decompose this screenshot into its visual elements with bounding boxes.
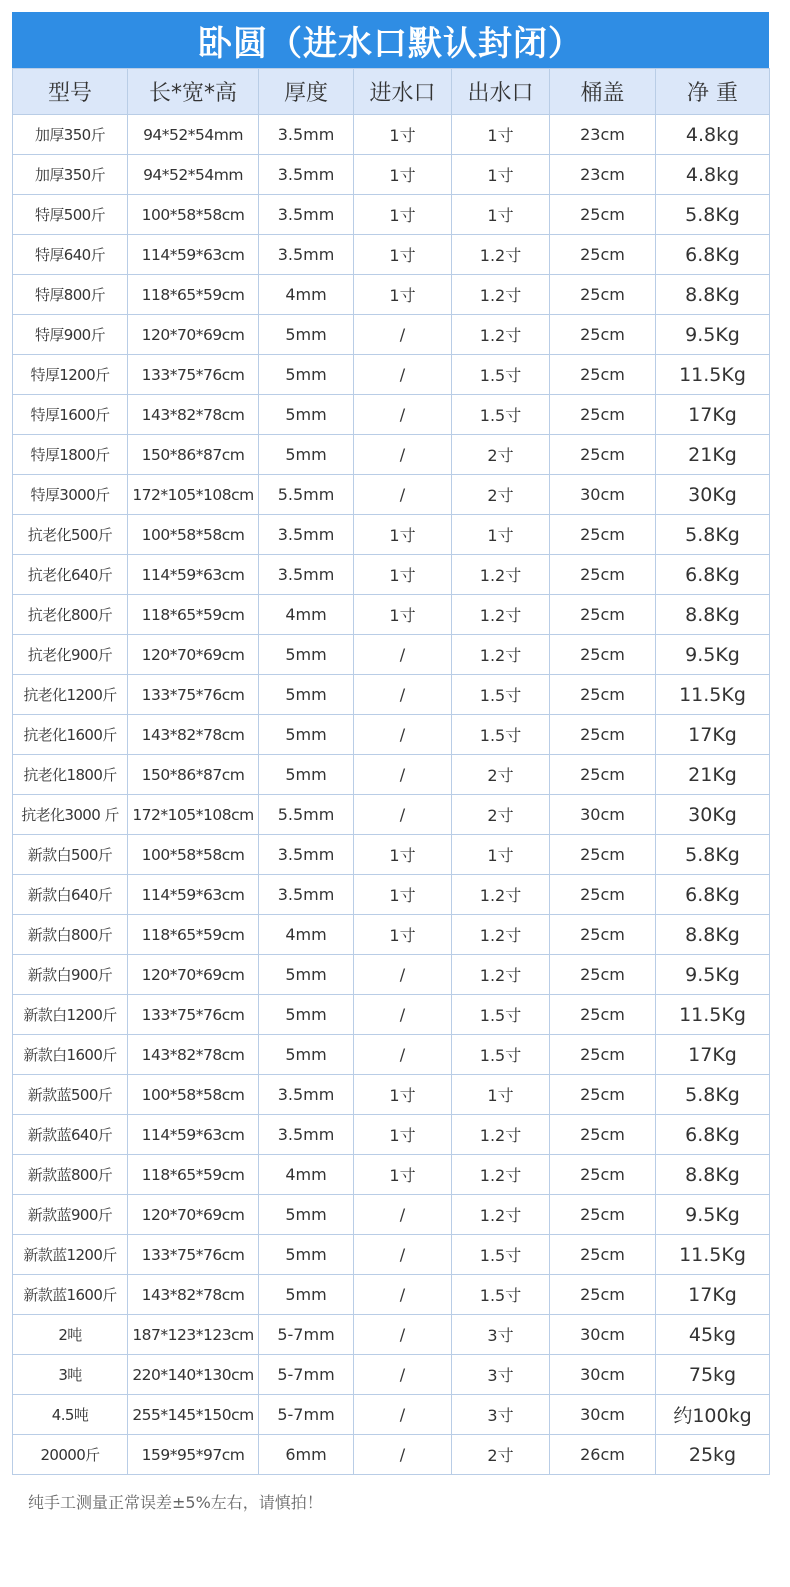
- cell-outlet: 1.5寸: [452, 1035, 550, 1075]
- cell-lid: 25cm: [550, 955, 656, 995]
- cell-model: 抗老化1600斤: [13, 715, 128, 755]
- cell-inlet: 1寸: [354, 155, 452, 195]
- cell-model: 2吨: [13, 1315, 128, 1355]
- cell-outlet: 1.2寸: [452, 1115, 550, 1155]
- cell-dimensions: 118*65*59cm: [128, 915, 259, 955]
- cell-inlet: /: [354, 395, 452, 435]
- cell-model: 特厚1800斤: [13, 435, 128, 475]
- cell-model: 特厚800斤: [13, 275, 128, 315]
- cell-model: 新款白900斤: [13, 955, 128, 995]
- cell-model: 3吨: [13, 1355, 128, 1395]
- cell-outlet: 1寸: [452, 835, 550, 875]
- cell-inlet: /: [354, 955, 452, 995]
- cell-dimensions: 150*86*87cm: [128, 435, 259, 475]
- cell-inlet: 1寸: [354, 515, 452, 555]
- cell-model: 特厚1600斤: [13, 395, 128, 435]
- cell-net-weight: 17Kg: [656, 715, 770, 755]
- cell-dimensions: 118*65*59cm: [128, 595, 259, 635]
- table-row: [13, 315, 770, 355]
- table-row: [13, 995, 770, 1035]
- cell-inlet: 1寸: [354, 555, 452, 595]
- cell-model: 特厚3000斤: [13, 475, 128, 515]
- cell-thickness: 5-7mm: [259, 1395, 354, 1435]
- cell-outlet: 1.2寸: [452, 915, 550, 955]
- cell-net-weight: 45kg: [656, 1315, 770, 1355]
- cell-dimensions: 133*75*76cm: [128, 1235, 259, 1275]
- cell-lid: 25cm: [550, 635, 656, 675]
- table-body: [13, 115, 770, 1475]
- cell-net-weight: 5.8Kg: [656, 1075, 770, 1115]
- cell-net-weight: 11.5Kg: [656, 355, 770, 395]
- cell-thickness: 5mm: [259, 1035, 354, 1075]
- cell-lid: 25cm: [550, 915, 656, 955]
- table-row: [13, 1395, 770, 1435]
- cell-net-weight: 4.8kg: [656, 115, 770, 155]
- cell-dimensions: 172*105*108cm: [128, 795, 259, 835]
- cell-lid: 25cm: [550, 275, 656, 315]
- table-row: [13, 515, 770, 555]
- cell-dimensions: 133*75*76cm: [128, 675, 259, 715]
- cell-dimensions: 133*75*76cm: [128, 995, 259, 1035]
- cell-lid: 25cm: [550, 555, 656, 595]
- header-dimensions: 长*宽*高: [128, 69, 259, 115]
- cell-inlet: 1寸: [354, 595, 452, 635]
- cell-outlet: 2寸: [452, 1435, 550, 1475]
- cell-net-weight: 21Kg: [656, 755, 770, 795]
- cell-model: 新款蓝640斤: [13, 1115, 128, 1155]
- cell-outlet: 1.5寸: [452, 1275, 550, 1315]
- cell-inlet: /: [354, 435, 452, 475]
- cell-model: 抗老化1800斤: [13, 755, 128, 795]
- cell-dimensions: 172*105*108cm: [128, 475, 259, 515]
- cell-thickness: 5mm: [259, 315, 354, 355]
- cell-net-weight: 9.5Kg: [656, 1195, 770, 1235]
- cell-outlet: 1寸: [452, 155, 550, 195]
- cell-dimensions: 159*95*97cm: [128, 1435, 259, 1475]
- cell-thickness: 3.5mm: [259, 555, 354, 595]
- cell-outlet: 2寸: [452, 755, 550, 795]
- cell-inlet: 1寸: [354, 1075, 452, 1115]
- cell-dimensions: 118*65*59cm: [128, 1155, 259, 1195]
- cell-thickness: 5-7mm: [259, 1355, 354, 1395]
- cell-model: 新款蓝900斤: [13, 1195, 128, 1235]
- cell-dimensions: 120*70*69cm: [128, 1195, 259, 1235]
- cell-thickness: 5mm: [259, 995, 354, 1035]
- cell-outlet: 1.2寸: [452, 635, 550, 675]
- cell-model: 特厚1200斤: [13, 355, 128, 395]
- cell-thickness: 5.5mm: [259, 475, 354, 515]
- cell-model: 抗老化500斤: [13, 515, 128, 555]
- cell-dimensions: 100*58*58cm: [128, 835, 259, 875]
- cell-outlet: 2寸: [452, 475, 550, 515]
- cell-net-weight: 17Kg: [656, 395, 770, 435]
- cell-inlet: /: [354, 355, 452, 395]
- cell-lid: 25cm: [550, 1275, 656, 1315]
- table-row: [13, 875, 770, 915]
- cell-lid: 30cm: [550, 795, 656, 835]
- cell-lid: 25cm: [550, 1075, 656, 1115]
- table-row: [13, 835, 770, 875]
- cell-net-weight: 5.8Kg: [656, 515, 770, 555]
- cell-dimensions: 114*59*63cm: [128, 555, 259, 595]
- cell-dimensions: 133*75*76cm: [128, 355, 259, 395]
- cell-model: 特厚640斤: [13, 235, 128, 275]
- cell-model: 抗老化800斤: [13, 595, 128, 635]
- cell-thickness: 5.5mm: [259, 795, 354, 835]
- table-row: [13, 1315, 770, 1355]
- table-row: [13, 1275, 770, 1315]
- cell-thickness: 5mm: [259, 1195, 354, 1235]
- cell-outlet: 1.5寸: [452, 1235, 550, 1275]
- header-lid: 桶盖: [550, 69, 656, 115]
- cell-lid: 25cm: [550, 1155, 656, 1195]
- table-row: [13, 435, 770, 475]
- cell-net-weight: 6.8Kg: [656, 235, 770, 275]
- cell-thickness: 5mm: [259, 955, 354, 995]
- cell-inlet: /: [354, 635, 452, 675]
- cell-inlet: 1寸: [354, 875, 452, 915]
- cell-thickness: 5mm: [259, 355, 354, 395]
- cell-net-weight: 8.8Kg: [656, 275, 770, 315]
- cell-outlet: 1寸: [452, 195, 550, 235]
- table-row: [13, 395, 770, 435]
- cell-thickness: 6mm: [259, 1435, 354, 1475]
- cell-lid: 25cm: [550, 995, 656, 1035]
- cell-net-weight: 17Kg: [656, 1275, 770, 1315]
- cell-outlet: 1.2寸: [452, 955, 550, 995]
- cell-outlet: 2寸: [452, 435, 550, 475]
- cell-inlet: /: [354, 795, 452, 835]
- cell-outlet: 3寸: [452, 1315, 550, 1355]
- cell-net-weight: 30Kg: [656, 795, 770, 835]
- cell-inlet: /: [354, 755, 452, 795]
- cell-inlet: /: [354, 1435, 452, 1475]
- cell-outlet: 1寸: [452, 515, 550, 555]
- cell-thickness: 3.5mm: [259, 835, 354, 875]
- cell-net-weight: 8.8Kg: [656, 915, 770, 955]
- cell-lid: 30cm: [550, 1395, 656, 1435]
- cell-inlet: 1寸: [354, 235, 452, 275]
- table-row: [13, 1075, 770, 1115]
- cell-inlet: /: [354, 315, 452, 355]
- cell-net-weight: 21Kg: [656, 435, 770, 475]
- table-row: [13, 755, 770, 795]
- cell-thickness: 4mm: [259, 275, 354, 315]
- cell-lid: 25cm: [550, 515, 656, 555]
- cell-net-weight: 25kg: [656, 1435, 770, 1475]
- header-model: 型号: [13, 69, 128, 115]
- cell-model: 新款蓝1200斤: [13, 1235, 128, 1275]
- cell-net-weight: 5.8Kg: [656, 835, 770, 875]
- cell-lid: 25cm: [550, 1035, 656, 1075]
- cell-lid: 25cm: [550, 595, 656, 635]
- cell-model: 加厚350斤: [13, 115, 128, 155]
- cell-dimensions: 100*58*58cm: [128, 515, 259, 555]
- cell-lid: 25cm: [550, 315, 656, 355]
- cell-lid: 23cm: [550, 115, 656, 155]
- cell-thickness: 4mm: [259, 595, 354, 635]
- cell-lid: 25cm: [550, 1115, 656, 1155]
- cell-outlet: 1.2寸: [452, 275, 550, 315]
- cell-dimensions: 150*86*87cm: [128, 755, 259, 795]
- cell-outlet: 1.5寸: [452, 675, 550, 715]
- cell-inlet: /: [354, 715, 452, 755]
- cell-net-weight: 8.8Kg: [656, 1155, 770, 1195]
- cell-model: 新款白1200斤: [13, 995, 128, 1035]
- cell-net-weight: 8.8Kg: [656, 595, 770, 635]
- cell-lid: 25cm: [550, 1195, 656, 1235]
- cell-net-weight: 4.8kg: [656, 155, 770, 195]
- cell-thickness: 3.5mm: [259, 195, 354, 235]
- cell-inlet: 1寸: [354, 115, 452, 155]
- cell-lid: 25cm: [550, 755, 656, 795]
- cell-outlet: 3寸: [452, 1395, 550, 1435]
- cell-inlet: /: [354, 1355, 452, 1395]
- cell-lid: 25cm: [550, 355, 656, 395]
- cell-net-weight: 75kg: [656, 1355, 770, 1395]
- cell-thickness: 5mm: [259, 675, 354, 715]
- cell-dimensions: 120*70*69cm: [128, 635, 259, 675]
- cell-lid: 30cm: [550, 1315, 656, 1355]
- cell-net-weight: 17Kg: [656, 1035, 770, 1075]
- cell-dimensions: 118*65*59cm: [128, 275, 259, 315]
- cell-dimensions: 114*59*63cm: [128, 1115, 259, 1155]
- cell-lid: 25cm: [550, 835, 656, 875]
- cell-model: 新款蓝500斤: [13, 1075, 128, 1115]
- cell-thickness: 3.5mm: [259, 1115, 354, 1155]
- cell-net-weight: 6.8Kg: [656, 875, 770, 915]
- cell-inlet: /: [354, 1315, 452, 1355]
- header-net-weight: 净 重: [656, 69, 770, 115]
- cell-dimensions: 143*82*78cm: [128, 395, 259, 435]
- cell-net-weight: 9.5Kg: [656, 315, 770, 355]
- cell-thickness: 3.5mm: [259, 875, 354, 915]
- cell-thickness: 3.5mm: [259, 155, 354, 195]
- cell-model: 新款白500斤: [13, 835, 128, 875]
- cell-lid: 25cm: [550, 715, 656, 755]
- table-row: [13, 275, 770, 315]
- cell-dimensions: 100*58*58cm: [128, 195, 259, 235]
- cell-lid: 25cm: [550, 195, 656, 235]
- cell-thickness: 5mm: [259, 635, 354, 675]
- cell-outlet: 1.2寸: [452, 875, 550, 915]
- header-thickness: 厚度: [259, 69, 354, 115]
- cell-outlet: 1寸: [452, 115, 550, 155]
- cell-dimensions: 120*70*69cm: [128, 315, 259, 355]
- cell-model: 加厚350斤: [13, 155, 128, 195]
- cell-dimensions: 187*123*123cm: [128, 1315, 259, 1355]
- cell-model: 20000斤: [13, 1435, 128, 1475]
- cell-net-weight: 11.5Kg: [656, 1235, 770, 1275]
- cell-dimensions: 120*70*69cm: [128, 955, 259, 995]
- cell-lid: 25cm: [550, 435, 656, 475]
- cell-outlet: 1.2寸: [452, 555, 550, 595]
- cell-outlet: 1.5寸: [452, 995, 550, 1035]
- cell-net-weight: 11.5Kg: [656, 675, 770, 715]
- cell-lid: 25cm: [550, 675, 656, 715]
- table-row: [13, 475, 770, 515]
- cell-lid: 23cm: [550, 155, 656, 195]
- cell-dimensions: 143*82*78cm: [128, 1035, 259, 1075]
- cell-inlet: /: [354, 675, 452, 715]
- cell-thickness: 5mm: [259, 1275, 354, 1315]
- cell-lid: 25cm: [550, 1235, 656, 1275]
- cell-thickness: 5mm: [259, 395, 354, 435]
- cell-model: 新款白640斤: [13, 875, 128, 915]
- table-row: [13, 795, 770, 835]
- cell-net-weight: 5.8Kg: [656, 195, 770, 235]
- cell-thickness: 3.5mm: [259, 1075, 354, 1115]
- cell-dimensions: 143*82*78cm: [128, 1275, 259, 1315]
- cell-model: 新款白1600斤: [13, 1035, 128, 1075]
- cell-thickness: 4mm: [259, 1155, 354, 1195]
- table-row: [13, 1435, 770, 1475]
- cell-outlet: 1.2寸: [452, 1155, 550, 1195]
- spec-table: [12, 68, 770, 1475]
- cell-model: 4.5吨: [13, 1395, 128, 1435]
- header-row: [13, 69, 770, 115]
- table-row: [13, 955, 770, 995]
- cell-outlet: 1.5寸: [452, 715, 550, 755]
- cell-dimensions: 220*140*130cm: [128, 1355, 259, 1395]
- cell-inlet: 1寸: [354, 195, 452, 235]
- cell-thickness: 5mm: [259, 435, 354, 475]
- cell-outlet: 1.5寸: [452, 395, 550, 435]
- cell-outlet: 1.2寸: [452, 235, 550, 275]
- table-row: [13, 235, 770, 275]
- cell-net-weight: 9.5Kg: [656, 955, 770, 995]
- cell-inlet: 1寸: [354, 1155, 452, 1195]
- cell-inlet: 1寸: [354, 835, 452, 875]
- page-title: 卧圆（进水口默认封闭）: [12, 12, 769, 68]
- cell-inlet: /: [354, 1235, 452, 1275]
- table-row: [13, 355, 770, 395]
- cell-dimensions: 114*59*63cm: [128, 235, 259, 275]
- cell-model: 新款白800斤: [13, 915, 128, 955]
- cell-lid: 30cm: [550, 1355, 656, 1395]
- cell-thickness: 5mm: [259, 715, 354, 755]
- table-row: [13, 635, 770, 675]
- cell-dimensions: 94*52*54mm: [128, 155, 259, 195]
- cell-inlet: 1寸: [354, 915, 452, 955]
- cell-lid: 25cm: [550, 395, 656, 435]
- cell-net-weight: 9.5Kg: [656, 635, 770, 675]
- cell-thickness: 5mm: [259, 1235, 354, 1275]
- table-row: [13, 715, 770, 755]
- table-row: [13, 1115, 770, 1155]
- cell-inlet: /: [354, 995, 452, 1035]
- header-outlet: 出水口: [452, 69, 550, 115]
- footnote: 纯手工测量正常误差±5%左右，请慎拍！: [28, 1493, 323, 1512]
- cell-inlet: /: [354, 1195, 452, 1235]
- table-row: [13, 1155, 770, 1195]
- cell-thickness: 3.5mm: [259, 235, 354, 275]
- cell-inlet: /: [354, 1395, 452, 1435]
- cell-thickness: 4mm: [259, 915, 354, 955]
- cell-model: 抗老化1200斤: [13, 675, 128, 715]
- cell-model: 抗老化900斤: [13, 635, 128, 675]
- cell-outlet: 2寸: [452, 795, 550, 835]
- cell-thickness: 5-7mm: [259, 1315, 354, 1355]
- cell-outlet: 1寸: [452, 1075, 550, 1115]
- cell-inlet: 1寸: [354, 1115, 452, 1155]
- table-row: [13, 195, 770, 235]
- cell-model: 特厚900斤: [13, 315, 128, 355]
- cell-outlet: 3寸: [452, 1355, 550, 1395]
- header-inlet: 进水口: [354, 69, 452, 115]
- cell-net-weight: 11.5Kg: [656, 995, 770, 1035]
- cell-dimensions: 255*145*150cm: [128, 1395, 259, 1435]
- table-row: [13, 1035, 770, 1075]
- cell-inlet: /: [354, 475, 452, 515]
- cell-net-weight: 约100kg: [656, 1395, 770, 1435]
- cell-dimensions: 94*52*54mm: [128, 115, 259, 155]
- table-row: [13, 1235, 770, 1275]
- cell-model: 特厚500斤: [13, 195, 128, 235]
- table-row: [13, 115, 770, 155]
- cell-dimensions: 143*82*78cm: [128, 715, 259, 755]
- table-row: [13, 555, 770, 595]
- table-row: [13, 1355, 770, 1395]
- cell-lid: 25cm: [550, 235, 656, 275]
- cell-lid: 25cm: [550, 875, 656, 915]
- cell-outlet: 1.5寸: [452, 355, 550, 395]
- cell-lid: 30cm: [550, 475, 656, 515]
- cell-net-weight: 6.8Kg: [656, 555, 770, 595]
- cell-lid: 26cm: [550, 1435, 656, 1475]
- cell-outlet: 1.2寸: [452, 315, 550, 355]
- cell-dimensions: 114*59*63cm: [128, 875, 259, 915]
- table-row: [13, 915, 770, 955]
- cell-outlet: 1.2寸: [452, 1195, 550, 1235]
- cell-thickness: 5mm: [259, 755, 354, 795]
- cell-inlet: 1寸: [354, 275, 452, 315]
- cell-inlet: /: [354, 1035, 452, 1075]
- cell-net-weight: 30Kg: [656, 475, 770, 515]
- cell-dimensions: 100*58*58cm: [128, 1075, 259, 1115]
- table-row: [13, 155, 770, 195]
- cell-thickness: 3.5mm: [259, 115, 354, 155]
- cell-net-weight: 6.8Kg: [656, 1115, 770, 1155]
- table-row: [13, 1195, 770, 1235]
- cell-model: 新款蓝800斤: [13, 1155, 128, 1195]
- cell-thickness: 3.5mm: [259, 515, 354, 555]
- cell-model: 抗老化640斤: [13, 555, 128, 595]
- table-row: [13, 595, 770, 635]
- cell-model: 抗老化3000 斤: [13, 795, 128, 835]
- table-row: [13, 675, 770, 715]
- cell-inlet: /: [354, 1275, 452, 1315]
- cell-outlet: 1.2寸: [452, 595, 550, 635]
- cell-model: 新款蓝1600斤: [13, 1275, 128, 1315]
